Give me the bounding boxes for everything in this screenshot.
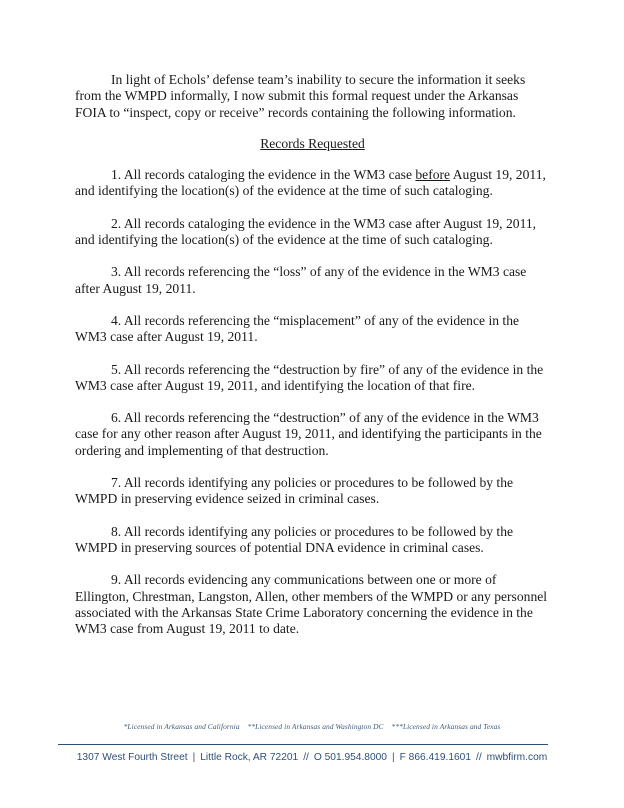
license-notes [0,722,624,731]
letter-body [75,72,550,653]
footer-city: Little Rock, AR 72201 [200,752,299,763]
request-item-1: 1. All records cataloging the evidence in the WM3 case before August 19, 2011, and identifying the location(s) of the evidence at the time of such cataloging. [75,167,546,199]
footer-address: 1307 West Fourth Street [76,752,188,763]
request-item-3: 3. All records referencing the “loss” of any of the evidence in the WM3 case after August 19, 2011. [75,264,527,296]
request-item-6: 6. All records referencing the “destruction” of any of the evidence in the WM3 case for any other reason after August 19, 2011, and identifying the participants in the ordering and implementing of that destruction. [75,410,542,458]
request-item-8: 8. All records identifying any policies or procedures to be followed by the WMPD in preserving sources of potential DNA evidence in criminal cases. [75,523,514,555]
request-item-4: 4. All records referencing the “misplacement” of any of the evidence in the WM3 case after August 19, 2011. [75,312,520,345]
license-note-3: ***Licensed in Arkansas and Texas [391,722,501,731]
footer-website: mwbfirm.com [486,752,548,763]
request-item-5: 5. All records referencing the “destruction by fire” of any of the evidence in the WM3 case after August 19, 2011, and identifying the location of that fire. [75,361,544,393]
footer-fax: F 866.419.1601 [399,752,471,763]
footer-contact: 1307 West Fourth Street | Little Rock, AR 72201 // O 501.954.8000 | F 866.419.1601 // mwbfirm.com [76,752,548,763]
request-item-9: 9. All records evidencing any communications between one or more of Ellington, Chrestman, Langston, Allen, other members of the WMPD or any personnel associated with the Arkansas State Crime Laboratory concerning the evidence in the WM3 case from August 19, 2011 to date. [75,572,548,637]
footer-phone: O 501.954.8000 [313,752,387,763]
records-heading: Records Requested [260,135,365,151]
request-item-2: 2. All records cataloging the evidence in the WM3 case after August 19, 2011, and identifying the location(s) of the evidence at the time of such cataloging. [75,215,537,248]
request-item-7: 7. All records identifying any policies or procedures to be followed by the WMPD in preserving evidence seized in criminal cases. [75,475,514,507]
license-note-1: *Licensed in Arkansas and California [123,722,240,731]
emphasis-before: before [415,167,451,183]
license-note-2: **Licensed in Arkansas and Washington DC [247,722,384,731]
intro-paragraph: In light of Echols’ defense team’s inability to secure the information it seeks from the WMPD informally, I now submit this formal request under the Arkansas FOIA to “inspect, copy or receive” records containing the following information. [75,72,526,120]
footer-divider [58,744,548,745]
